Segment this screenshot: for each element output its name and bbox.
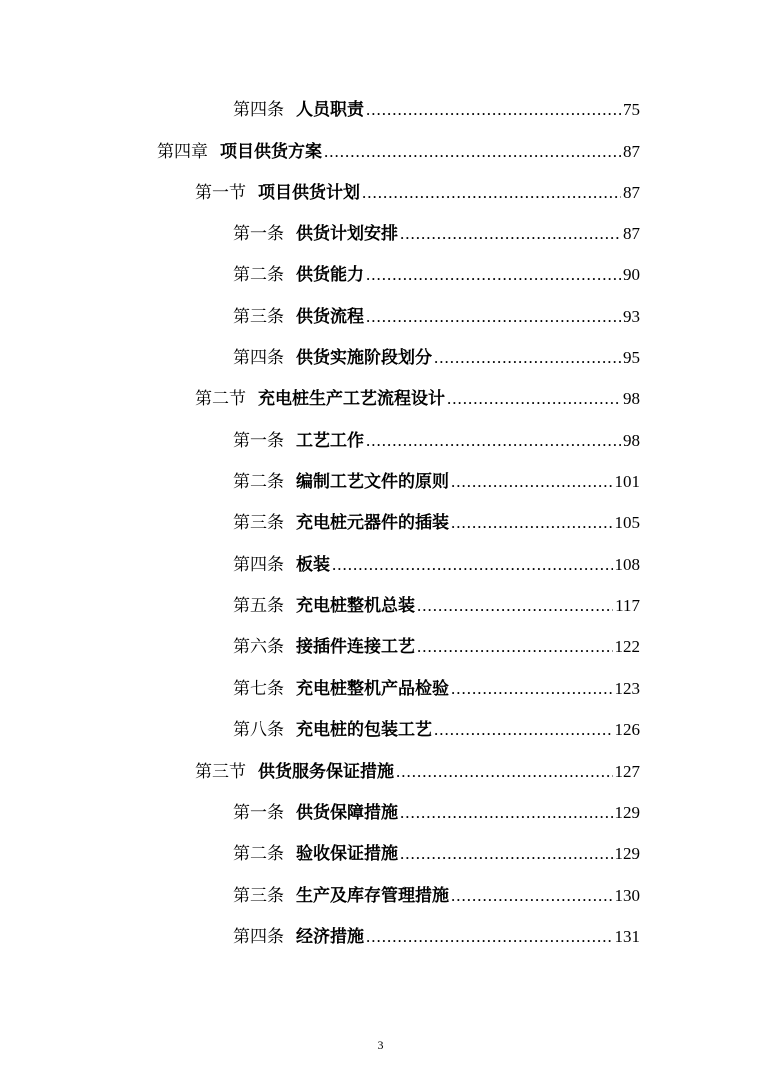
toc-entry-title: 经济措施 [296, 927, 364, 947]
toc-entry-title: 板装 [296, 555, 330, 575]
toc-entry-label: 第二条 [233, 844, 284, 864]
toc-entry-page: 127 [614, 762, 640, 781]
toc-entry-label: 第八条 [233, 720, 284, 740]
toc-dot-leader [362, 178, 621, 208]
toc-entry-title: 充电桩整机产品检验 [296, 679, 449, 699]
toc-entry-page: 131 [614, 927, 640, 946]
toc-entry-page: 123 [614, 679, 640, 698]
toc-dot-leader [434, 343, 621, 373]
toc-entry-title: 项目供货计划 [258, 183, 360, 203]
toc-entry[interactable] [195, 757, 640, 787]
toc-entry-title: 工艺工作 [296, 431, 364, 451]
toc-entry-title: 充电桩元器件的插装 [296, 513, 449, 533]
toc-entry-label: 第三节 [195, 762, 246, 782]
toc-dot-leader [366, 260, 621, 290]
toc-entry-page: 98 [623, 431, 640, 450]
toc-entry-page: 87 [623, 142, 640, 161]
toc-entry-page: 87 [623, 183, 640, 202]
toc-entry-title: 接插件连接工艺 [296, 637, 415, 657]
toc-dot-leader [451, 881, 613, 911]
toc-entry-page: 105 [614, 513, 640, 532]
toc-entry-title: 验收保证措施 [296, 844, 398, 864]
toc-entry-label: 第五条 [233, 596, 284, 616]
toc-dot-leader [366, 922, 613, 952]
toc-entry-page: 75 [623, 100, 640, 119]
toc-dot-leader [451, 508, 613, 538]
toc-entry-label: 第七条 [233, 679, 284, 699]
toc-entry-label: 第二条 [233, 472, 284, 492]
toc-entry-label: 第四条 [233, 100, 284, 120]
toc-entry-label: 第一条 [233, 224, 284, 244]
toc-entry[interactable] [233, 881, 640, 911]
toc-entry-label: 第一条 [233, 803, 284, 823]
toc-entry[interactable] [233, 467, 640, 497]
toc-entry-title: 供货服务保证措施 [258, 762, 394, 782]
toc-entry-page: 122 [614, 637, 640, 656]
toc-dot-leader [400, 839, 613, 869]
toc-entry-label: 第四条 [233, 927, 284, 947]
toc-entry-label: 第四条 [233, 555, 284, 575]
toc-entry-label: 第四章 [157, 142, 208, 162]
toc-entry[interactable] [233, 674, 640, 704]
toc-entry-title: 充电桩生产工艺流程设计 [258, 389, 445, 409]
toc-entry-title: 供货计划安排 [296, 224, 398, 244]
toc-dot-leader [366, 302, 621, 332]
toc-dot-leader [324, 137, 621, 167]
toc-entry-page: 108 [614, 555, 640, 574]
toc-entry-page: 129 [614, 844, 640, 863]
toc-dot-leader [417, 632, 613, 662]
toc-entry-title: 供货保障措施 [296, 803, 398, 823]
toc-dot-leader [400, 798, 613, 828]
toc-entry-title: 项目供货方案 [220, 142, 322, 162]
toc-dot-leader [417, 591, 613, 621]
toc-entry-page: 90 [623, 265, 640, 284]
toc-entry[interactable] [195, 384, 640, 414]
toc-entry-page: 87 [623, 224, 640, 243]
toc-entry[interactable] [233, 343, 640, 373]
toc-entry-label: 第四条 [233, 348, 284, 368]
toc-entry-title: 供货实施阶段划分 [296, 348, 432, 368]
toc-entry-title: 编制工艺文件的原则 [296, 472, 449, 492]
toc-entry-label: 第三条 [233, 307, 284, 327]
toc-entry-page: 98 [623, 389, 640, 408]
toc-entry-label: 第一节 [195, 183, 246, 203]
toc-entry[interactable] [195, 178, 640, 208]
toc-entry-page: 95 [623, 348, 640, 367]
toc-dot-leader [396, 757, 613, 787]
toc-entry-label: 第二节 [195, 389, 246, 409]
toc-entry-title: 充电桩的包装工艺 [296, 720, 432, 740]
toc-entry-page: 129 [614, 803, 640, 822]
toc-dot-leader [451, 674, 613, 704]
toc-entry-page: 93 [623, 307, 640, 326]
toc-entry-page: 130 [614, 886, 640, 905]
toc-dot-leader [451, 467, 613, 497]
toc-entry[interactable] [157, 137, 640, 167]
toc-entry[interactable] [233, 798, 640, 828]
toc-entry[interactable] [233, 302, 640, 332]
toc-dot-leader [400, 219, 621, 249]
toc-entry[interactable] [233, 591, 640, 621]
toc-entry-title: 充电桩整机总装 [296, 596, 415, 616]
toc-entry[interactable] [233, 922, 640, 952]
toc-dot-leader [366, 95, 621, 125]
page-number: 3 [377, 1038, 384, 1052]
toc-entry[interactable] [233, 426, 640, 456]
toc-entry[interactable] [233, 95, 640, 125]
toc-entry[interactable] [233, 219, 640, 249]
toc-entry-label: 第一条 [233, 431, 284, 451]
toc-dot-leader [366, 426, 621, 456]
toc-entry[interactable] [233, 260, 640, 290]
toc-entry-page: 117 [615, 596, 640, 615]
toc-entry-page: 101 [614, 472, 640, 491]
toc-dot-leader [447, 384, 621, 414]
toc-entry[interactable] [233, 839, 640, 869]
toc-entry[interactable] [233, 550, 640, 580]
toc-dot-leader [434, 715, 613, 745]
toc-entry[interactable] [233, 715, 640, 745]
toc-entry-label: 第二条 [233, 265, 284, 285]
toc-entry-title: 供货能力 [296, 265, 364, 285]
toc-entry-label: 第三条 [233, 886, 284, 906]
toc-entry[interactable] [233, 508, 640, 538]
toc-entry-title: 生产及库存管理措施 [296, 886, 449, 906]
toc-entry-label: 第三条 [233, 513, 284, 533]
toc-entry-title: 人员职责 [296, 100, 364, 120]
toc-entry-label: 第六条 [233, 637, 284, 657]
toc-dot-leader [332, 550, 613, 580]
toc-entry-title: 供货流程 [296, 307, 364, 327]
toc-entry-page: 126 [614, 720, 640, 739]
toc-entry[interactable] [233, 632, 640, 662]
